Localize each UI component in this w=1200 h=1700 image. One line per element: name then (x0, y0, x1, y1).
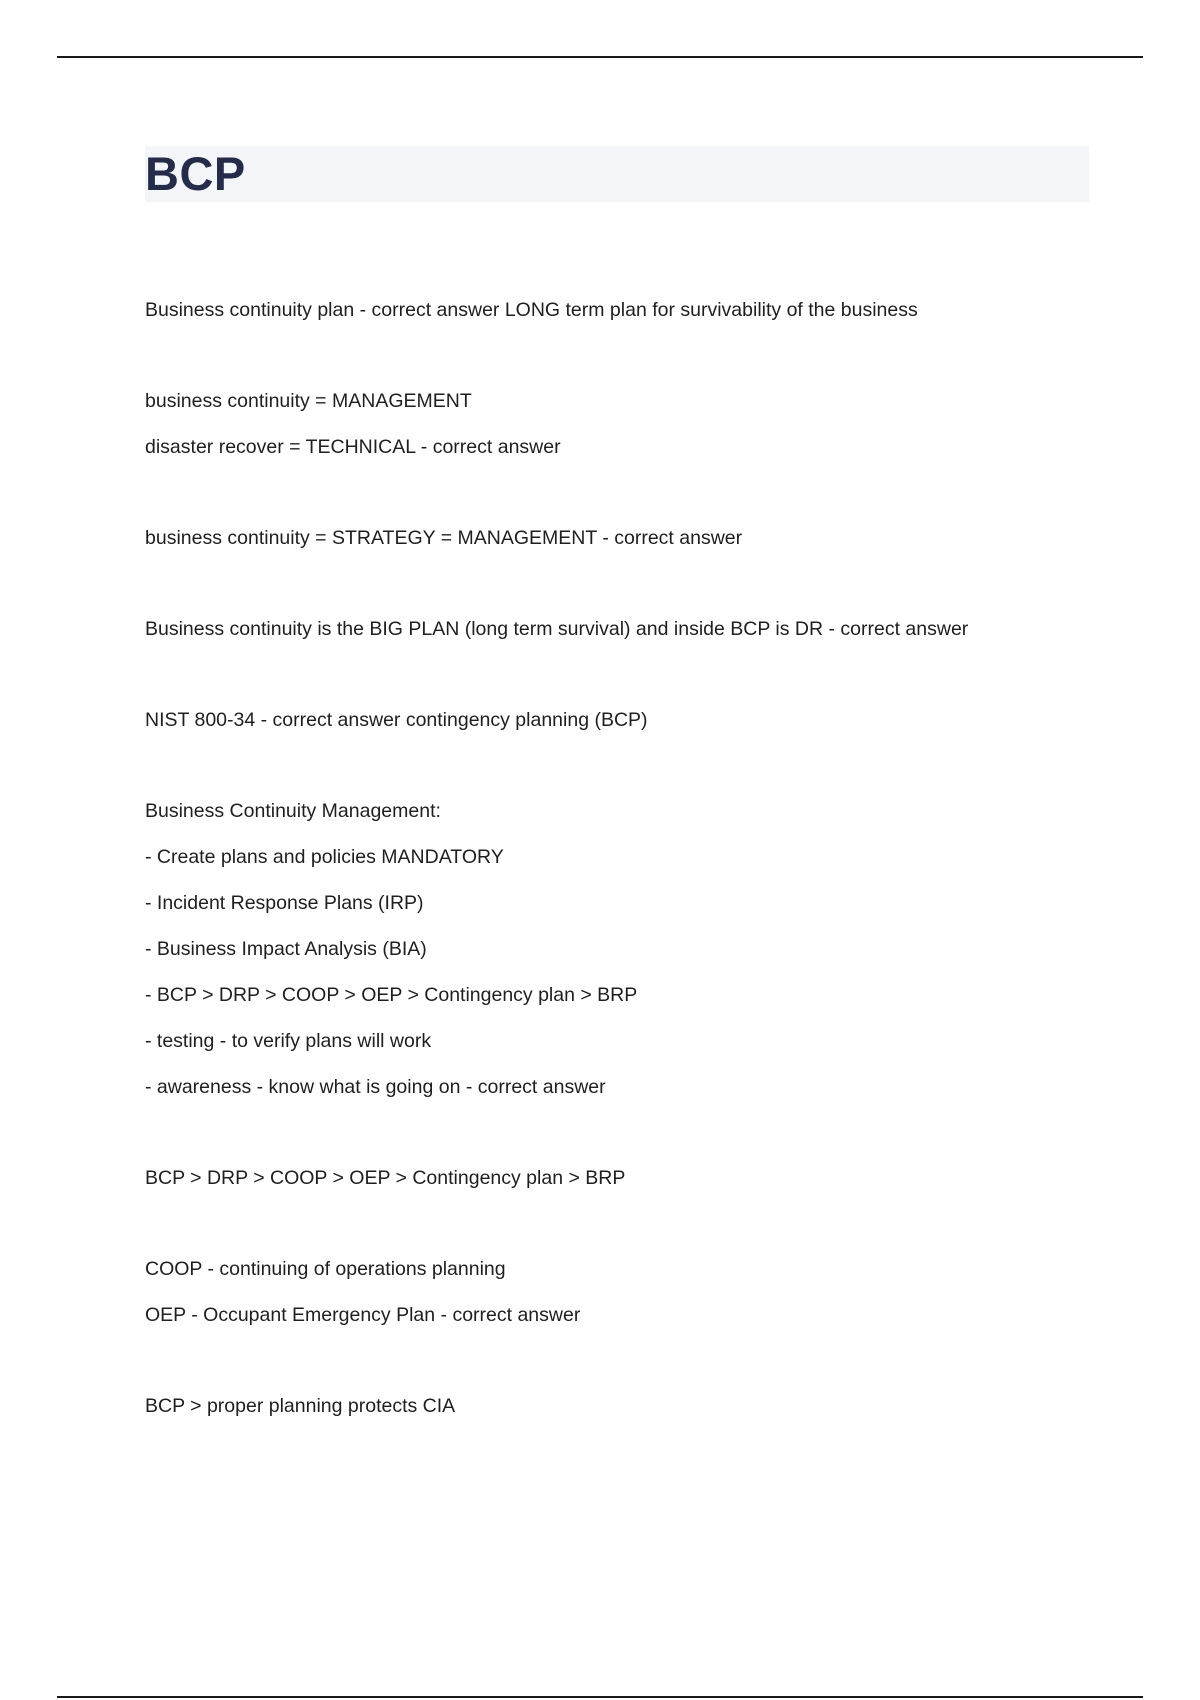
qa-line: business continuity = STRATEGY = MANAGEMENT - correct answer (145, 527, 743, 549)
qa-line: Business continuity is the BIG PLAN (long term survival) and inside BCP is DR - correct answer (145, 618, 969, 640)
qa-line: BCP > DRP > COOP > OEP > Contingency plan > BRP (145, 1167, 626, 1189)
qa-block (145, 378, 1105, 470)
qa-block (145, 1383, 1105, 1429)
qa-line: Business continuity plan - correct answer LONG term plan for survivability of the business (145, 299, 918, 321)
qa-line: - BCP > DRP > COOP > OEP > Contingency plan > BRP (145, 984, 638, 1006)
qa-line: NIST 800-34 - correct answer contingency planning (BCP) (145, 709, 648, 731)
title-band (145, 146, 1089, 202)
qa-line: business continuity = MANAGEMENT (145, 390, 472, 412)
qa-line: - Create plans and policies MANDATORY (145, 846, 504, 868)
page-title: BCP (145, 147, 246, 200)
qa-block (145, 606, 1105, 652)
qa-block (145, 1246, 1105, 1338)
qa-block (145, 788, 1105, 1110)
qa-line: BCP > proper planning protects CIA (145, 1395, 456, 1417)
top-rule (57, 56, 1143, 58)
qa-line: - Business Impact Analysis (BIA) (145, 938, 427, 960)
document-body (145, 287, 1105, 1474)
qa-block (145, 287, 1105, 333)
qa-line: Business Continuity Management: (145, 800, 441, 822)
qa-line: - Incident Response Plans (IRP) (145, 892, 424, 914)
qa-line: COOP - continuing of operations planning (145, 1258, 506, 1280)
qa-line: disaster recover = TECHNICAL - correct answer (145, 436, 561, 458)
qa-block (145, 515, 1105, 561)
bottom-rule (57, 1696, 1143, 1698)
qa-line: - awareness - know what is going on - correct answer (145, 1076, 606, 1098)
qa-block (145, 1155, 1105, 1201)
qa-block (145, 697, 1105, 743)
qa-line: - testing - to verify plans will work (145, 1030, 432, 1052)
qa-line: OEP - Occupant Emergency Plan - correct answer (145, 1304, 581, 1326)
